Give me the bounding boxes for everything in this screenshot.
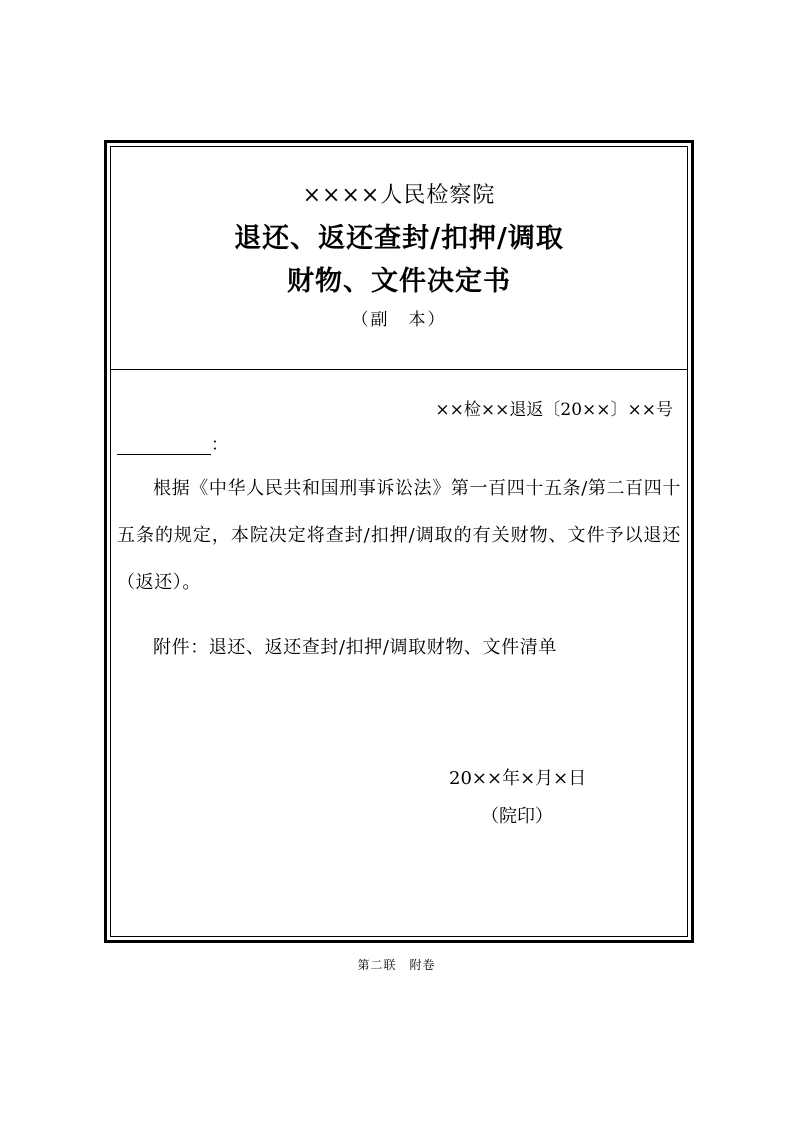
document-inner-frame xyxy=(110,146,688,937)
document-number: ××检××退返〔20××〕××号 xyxy=(435,400,673,420)
copy-label: （副 本） xyxy=(351,310,447,330)
addressee-blank xyxy=(117,436,211,455)
issue-date: 20××年×月×日 xyxy=(449,768,587,789)
addressee-line xyxy=(117,430,228,455)
decision-body-text: 根据《中华人民共和国刑事诉讼法》第一百四十五条/第二百四十五条的规定，本院决定将查封/扣押/调取的有关财物、文件予以退还（返还）。 xyxy=(117,478,681,593)
attachment-line: 附件：退还、返还查封/扣押/调取财物、文件清单 xyxy=(153,637,557,658)
document-header xyxy=(111,147,687,370)
procuratorate-name: ××××人民检察院 xyxy=(302,183,496,208)
seal-label: （院印） xyxy=(481,806,553,827)
document-title-line1: 退还、返还查封/扣押/调取 xyxy=(234,223,564,254)
document-title-line2: 财物、文件决定书 xyxy=(287,266,511,297)
document-frame xyxy=(104,140,694,943)
copy-footer-label: 第二联 附卷 xyxy=(357,958,436,972)
addressee-colon: ： xyxy=(211,435,228,455)
